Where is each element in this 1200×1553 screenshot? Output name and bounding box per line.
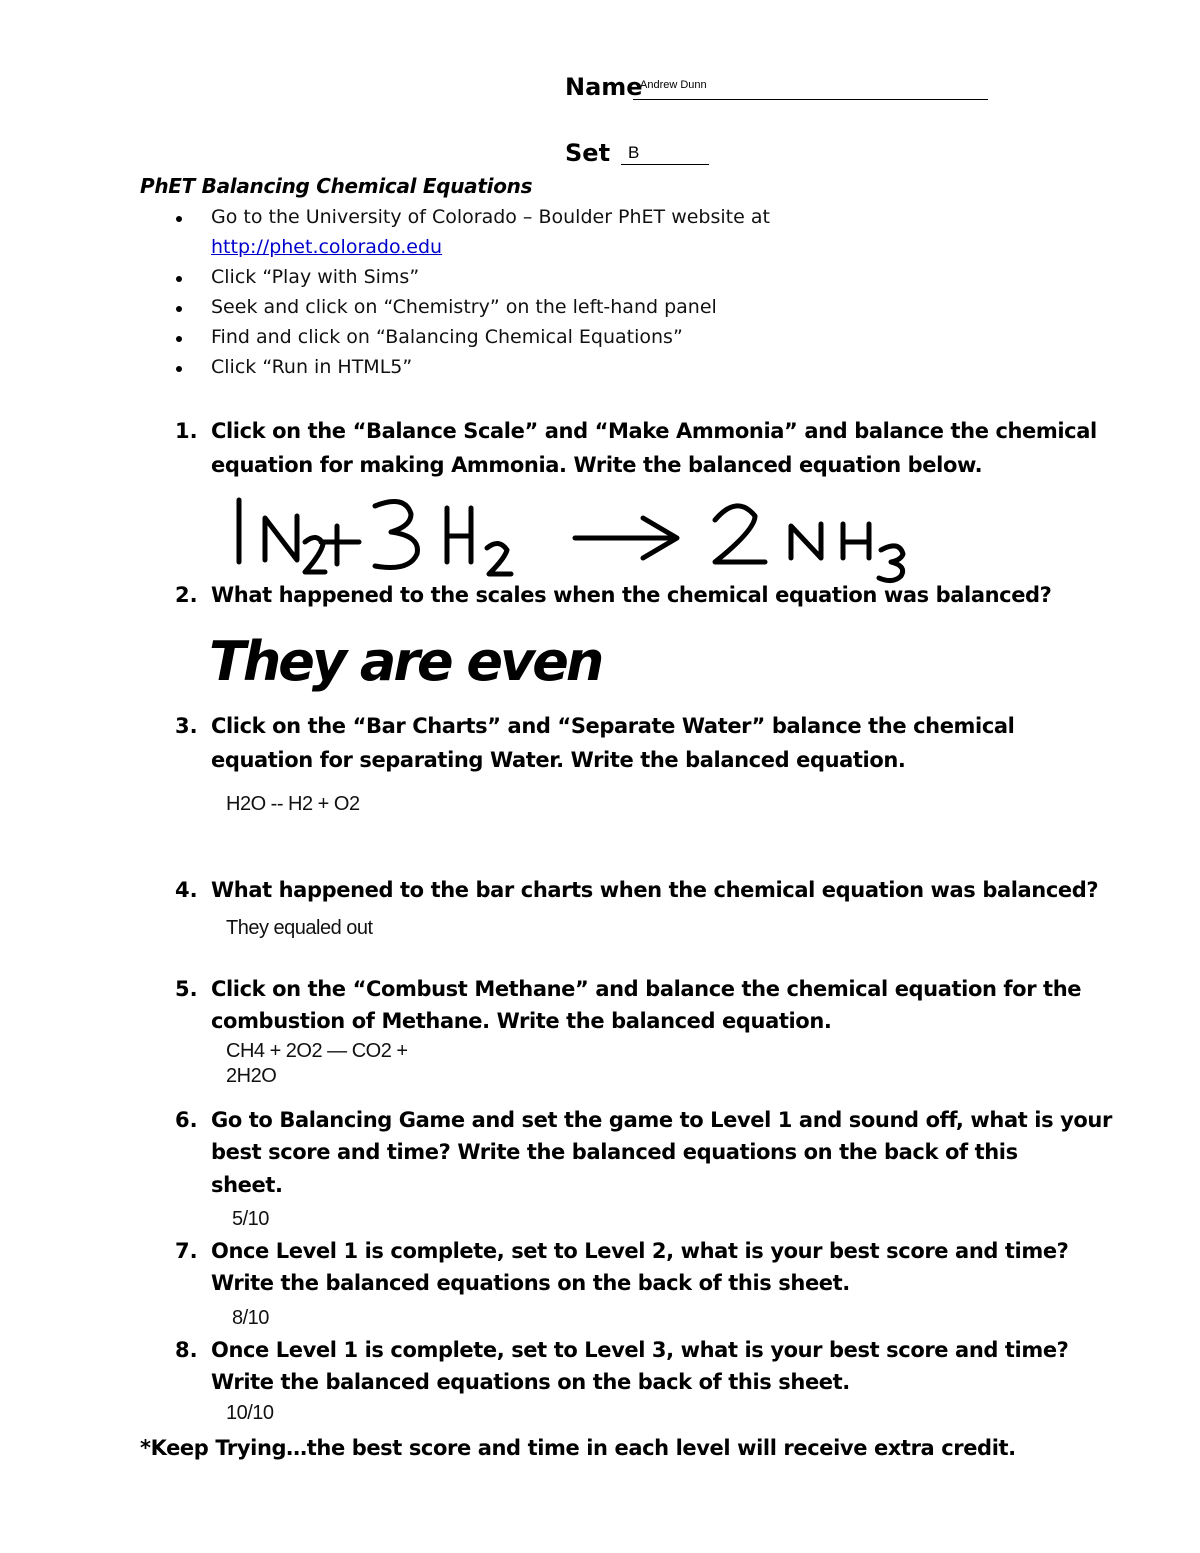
instruction-item: Click “Run in HTML5”	[211, 356, 413, 378]
question-text: combustion of Methane. Write the balanced equation.	[211, 1009, 832, 1033]
instruction-item: Seek and click on “Chemistry” on the left-hand panel	[211, 296, 717, 318]
question-number: 2.	[175, 583, 198, 607]
handwritten-answer-scales	[205, 622, 602, 702]
set-label: Set	[565, 139, 611, 167]
set-value: B	[628, 143, 640, 162]
question-text: What happened to the bar charts when the chemical equation was balanced?	[211, 878, 1099, 902]
instruction-item: Click “Play with Sims”	[211, 266, 420, 288]
bullet-icon	[176, 336, 182, 342]
svg-text:They are even: They are even	[209, 630, 602, 693]
answer-text: 10/10	[226, 1402, 274, 1424]
bullet-icon	[176, 306, 182, 312]
answer-text: 2H2O	[226, 1065, 277, 1087]
question-text: Click on the “Balance Scale” and “Make Ammonia” and balance the chemical	[211, 419, 1097, 443]
name-underline	[633, 99, 988, 100]
question-number: 4.	[175, 878, 198, 902]
question-text: Go to Balancing Game and set the game to Level 1 and sound off, what is your	[211, 1108, 1112, 1132]
question-text: best score and time? Write the balanced equations on the back of this	[211, 1140, 1018, 1164]
question-number: 7.	[175, 1239, 198, 1263]
question-text: sheet.	[211, 1173, 283, 1197]
instruction-item: Go to the University of Colorado – Boulder PhET website at	[211, 206, 770, 228]
question-text: equation for separating Water. Write the balanced equation.	[211, 748, 906, 772]
question-text: Click on the “Combust Methane” and balance the chemical equation for the	[211, 977, 1082, 1001]
question-number: 5.	[175, 977, 198, 1001]
set-underline	[621, 164, 709, 165]
question-number: 8.	[175, 1338, 198, 1362]
answer-text: 5/10	[232, 1208, 269, 1230]
question-text: Write the balanced equations on the back of this sheet.	[211, 1271, 850, 1295]
question-number: 6.	[175, 1108, 198, 1132]
handwritten-answer-ammonia	[225, 490, 945, 590]
name-value: Andrew Dunn	[640, 79, 707, 91]
extra-credit-note: *Keep Trying…the best score and time in each level will receive extra credit.	[140, 1436, 1016, 1460]
bullet-icon	[176, 216, 182, 222]
question-text: Write the balanced equations on the back of this sheet.	[211, 1370, 850, 1394]
instruction-item: Find and click on “Balancing Chemical Equations”	[211, 326, 683, 348]
question-number: 3.	[175, 714, 198, 738]
answer-text: They equaled out	[226, 917, 373, 939]
answer-text: 8/10	[232, 1307, 269, 1329]
bullet-icon	[176, 366, 182, 372]
question-text: Once Level 1 is complete, set to Level 3, what is your best score and time?	[211, 1338, 1069, 1362]
question-text: What happened to the scales when the chemical equation was balanced?	[211, 583, 1052, 607]
name-label: Name	[565, 73, 643, 101]
phet-link[interactable]: http://phet.colorado.edu	[211, 236, 443, 258]
handwritten-answer-text: 1N2+3H2 → 2NH3	[225, 490, 235, 491]
question-text: equation for making Ammonia. Write the balanced equation below.	[211, 453, 983, 477]
question-text: Click on the “Bar Charts” and “Separate Water” balance the chemical	[211, 714, 1015, 738]
question-text: Once Level 1 is complete, set to Level 2, what is your best score and time?	[211, 1239, 1069, 1263]
question-number: 1.	[175, 419, 198, 443]
answer-text: CH4 + 2O2 — CO2 +	[226, 1040, 408, 1062]
bullet-icon	[176, 276, 182, 282]
page-title: PhET Balancing Chemical Equations	[140, 174, 533, 198]
answer-text: H2O -- H2 + O2	[226, 793, 360, 815]
